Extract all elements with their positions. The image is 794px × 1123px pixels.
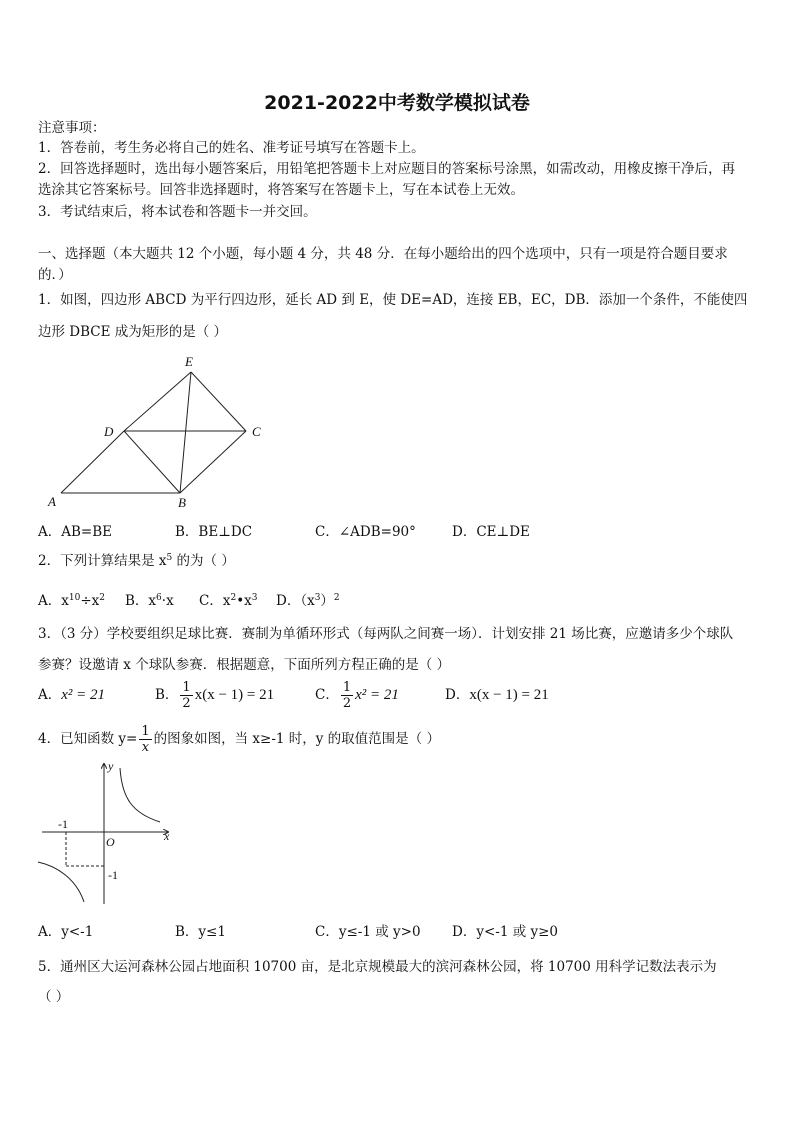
- option-a-exp-1: 10: [68, 593, 81, 603]
- option-c-numerator: 1: [342, 680, 352, 695]
- question-2-option-d: [276, 589, 340, 609]
- origin-label: O: [106, 835, 115, 849]
- option-a-base: A．x: [38, 593, 69, 609]
- option-c-exp-1: 2: [230, 593, 237, 603]
- label-D: D: [104, 424, 114, 439]
- option-b-fraction: [180, 680, 192, 711]
- option-b-base: B．x: [125, 593, 157, 609]
- question-2-option-b: [125, 589, 174, 609]
- option-c-fraction: [341, 680, 353, 711]
- y-axis-label: y: [108, 759, 114, 773]
- curve-first-quadrant: [120, 768, 160, 822]
- notice-item-2-line-1: 2．回答选择题时，选出每小题答案后，用铅笔把答题卡上对应题目的答案标号涂黑，如需改动，用橡皮擦干净后，再: [38, 161, 736, 177]
- option-c-exp-2: 3: [251, 593, 258, 603]
- question-4-stem-suffix: 的图象如图，当 x≥-1 时，y 的取值范围是（ ）: [153, 731, 440, 747]
- option-c-base: C．x: [199, 593, 231, 609]
- segment-DE: [124, 372, 191, 431]
- option-a-equation: x² = 21: [61, 687, 106, 703]
- curve-third-quadrant: [38, 862, 84, 902]
- notice-item-3: 3．考试结束后，将本试卷和答题卡一并交回。: [38, 204, 317, 220]
- option-c-denominator: 2: [342, 696, 352, 711]
- question-1-line-2: 边形 DBCE 成为矩形的是（ ）: [38, 324, 228, 340]
- question-1-option-d: D．CE⊥DE: [452, 524, 530, 540]
- question-4-option-c: C．y≤-1 或 y>0: [315, 924, 421, 940]
- question-2-option-a: [38, 589, 105, 609]
- question-4-fraction: [139, 724, 151, 755]
- option-a-label: A．: [38, 687, 62, 703]
- question-2-stem: [38, 551, 235, 571]
- question-4-option-b: B．y≤1: [175, 924, 226, 940]
- parallelogram-figure: [40, 350, 280, 515]
- question-5-line-2: （ ）: [38, 989, 70, 1005]
- question-2-stem-prefix: 2．下列计算结果是 x: [38, 553, 167, 569]
- reciprocal-function-graph: [36, 758, 181, 908]
- label-C: C: [252, 424, 261, 439]
- option-d-label: D．: [445, 687, 470, 703]
- y-tick-neg1: -1: [108, 868, 118, 882]
- question-4-numerator: 1: [141, 724, 150, 739]
- notice-heading: 注意事项：: [38, 120, 106, 136]
- label-E: E: [185, 354, 193, 369]
- option-a-operator: ÷x: [80, 593, 100, 609]
- question-1-line-1: 1．如图，四边形 ABCD 为平行四边形，延长 AD 到 E，使 DE=AD，连接 EB，EC，DB．添加一个条件，不能使四: [38, 292, 748, 308]
- x-tick-neg1: -1: [58, 817, 68, 831]
- option-a-exp-2: 2: [99, 593, 105, 603]
- section-heading-line-2: 的．）: [38, 267, 72, 283]
- segment-AD: [61, 431, 124, 493]
- option-b-label: B．: [155, 687, 179, 703]
- segment-EC: [191, 372, 246, 431]
- question-3-line-1: 3．（3 分）学校要组织足球比赛．赛制为单循环形式（每两队之间赛一场）．计划安排 21 场比赛，应邀请多少个球队: [38, 626, 734, 642]
- notice-item-2-line-2: 选涂其它答案标号。回答非选择题时，将答案写在答题卡上，写在本试卷上无效。: [38, 182, 524, 198]
- question-3-line-2: 参赛？设邀请 x 个球队参赛．根据题意，下面所列方程正确的是（ ）: [38, 657, 450, 673]
- question-3-option-b: [155, 680, 274, 711]
- question-4-option-d: D．y<-1 或 y≥0: [452, 924, 559, 940]
- label-B: B: [178, 495, 186, 510]
- question-4-option-a: A．y<-1: [38, 924, 94, 940]
- option-d-paren: ）: [320, 593, 334, 609]
- notice-item-1: 1．答卷前，考生务必将自己的姓名、准考证号填写在答题卡上。: [38, 140, 425, 156]
- option-b-denominator: 2: [182, 696, 191, 711]
- question-2-option-c: [199, 589, 258, 609]
- segment-CB: [180, 431, 246, 493]
- question-4-denominator: x: [141, 740, 150, 755]
- label-A: A: [48, 494, 56, 509]
- option-d-exp-1: 3: [314, 593, 321, 603]
- section-heading-line-1: 一、选择题（本大题共 12 个小题，每小题 4 分，共 48 分．在每小题给出的四个选项中，只有一项是符合题目要求: [38, 246, 728, 262]
- question-3-option-a: [38, 683, 105, 704]
- option-d-base: D．（x: [276, 593, 315, 609]
- question-1-option-c: C．∠ADB=90°: [315, 524, 416, 540]
- segment-EB: [180, 372, 191, 493]
- question-4-stem-prefix: 4．已知函数 y=: [38, 731, 138, 747]
- option-b-equation: x(x − 1) = 21: [194, 687, 275, 703]
- option-d-exp-2: 2: [333, 593, 340, 603]
- question-2-stem-suffix: 的为（ ）: [172, 553, 235, 569]
- option-c-equation: x² = 21: [355, 687, 399, 703]
- option-c-operator: •x: [236, 593, 252, 609]
- question-2-stem-exponent: 5: [166, 553, 173, 563]
- question-3-option-c: [315, 680, 399, 711]
- page-title: 2021-2022中考数学模拟试卷: [264, 92, 530, 114]
- option-d-equation: x(x − 1) = 21: [469, 687, 549, 703]
- option-c-label: C．: [315, 687, 339, 703]
- option-b-numerator: 1: [182, 680, 191, 695]
- question-4-stem: [38, 724, 440, 755]
- question-3-option-d: [445, 683, 549, 704]
- segment-DB: [124, 431, 180, 493]
- option-b-exp-1: 6: [156, 593, 162, 603]
- question-5-line-1: 5．通州区大运河森林公园占地面积 10700 亩，是北京规模最大的滨河森林公园，将 10700 用科学记数法表示为: [38, 959, 717, 975]
- question-1-option-b: B．BE⊥DC: [175, 524, 253, 540]
- question-1-option-a: A．AB=BE: [38, 524, 113, 540]
- option-b-operator: ·x: [161, 593, 174, 609]
- x-axis-label: x: [164, 829, 170, 843]
